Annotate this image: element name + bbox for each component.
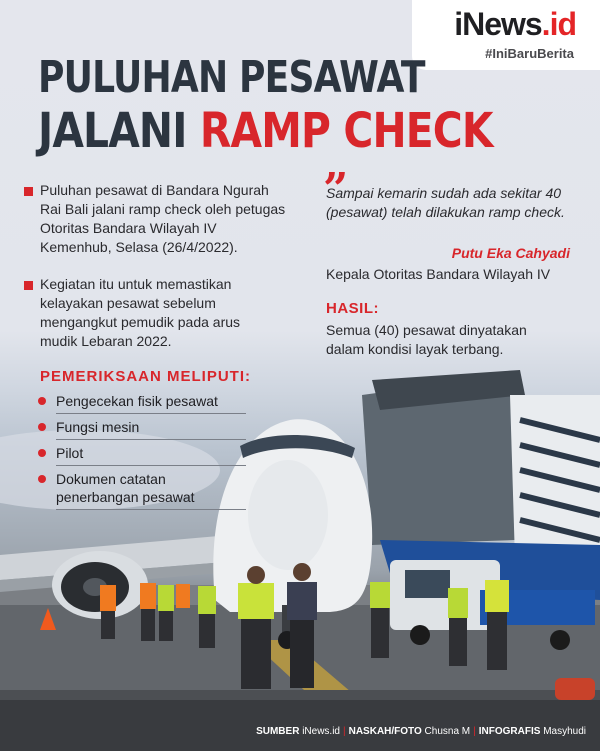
credits-bar: SUMBER iNews.id | NASKAH/FOTO Chusna M | INFOGRAFIS Masyhudi: [256, 726, 586, 737]
bullet-dot-icon: [38, 449, 46, 457]
speaker-role: Kepala Otoritas Bandara Wilayah IV: [326, 266, 551, 282]
bullet-dot-icon: [38, 475, 46, 483]
divider: [56, 465, 246, 466]
divider: [56, 413, 246, 414]
list-item: Pengecekan fisik pesawat: [38, 392, 246, 414]
quote-icon: ”: [323, 164, 349, 215]
bullet-dot-icon: [38, 397, 46, 405]
list-item: Fungsi mesin: [38, 418, 246, 440]
pemeriksaan-list: [38, 392, 246, 514]
headline-line-1: PULUHAN PESAWAT: [38, 52, 425, 103]
hasil-heading: HASIL:: [326, 300, 379, 317]
bullet-square: [24, 281, 33, 290]
quote-text: Sampai kemarin sudah ada sekitar 40 (pesawat) telah dilakukan ramp check.: [326, 185, 565, 220]
intro-paragraph: Puluhan pesawat di Bandara Ngurah Rai Bali jalani ramp check oleh petugas Otoritas Bandara Wilayah IV Kemenhub, Selasa (26/4/2022).: [40, 182, 286, 255]
hasil-text: Semua (40) pesawat dinyatakan dalam kondisi layak terbang.: [326, 322, 527, 357]
divider: [56, 439, 246, 440]
pemeriksaan-heading: PEMERIKSAAN MELIPUTI:: [40, 368, 252, 385]
bullet-square: [24, 187, 33, 196]
list-item: Dokumen catatan penerbangan pesawat: [38, 470, 246, 510]
headline-line-2: JALANI RAMP CHECK: [38, 103, 493, 159]
purpose-paragraph: Kegiatan itu untuk memastikan kelayakan pesawat sebelum mengangkut pemudik pada arus mudik Lebaran 2022.: [40, 276, 241, 349]
brand-tagline: #IniBaruBerita: [485, 46, 574, 61]
brand-logo: iNews.id: [454, 6, 576, 42]
quote-speaker: Putu Eka Cahyadi: [451, 245, 570, 261]
bullet-dot-icon: [38, 423, 46, 431]
list-item: Pilot: [38, 444, 246, 466]
divider: [56, 509, 246, 510]
